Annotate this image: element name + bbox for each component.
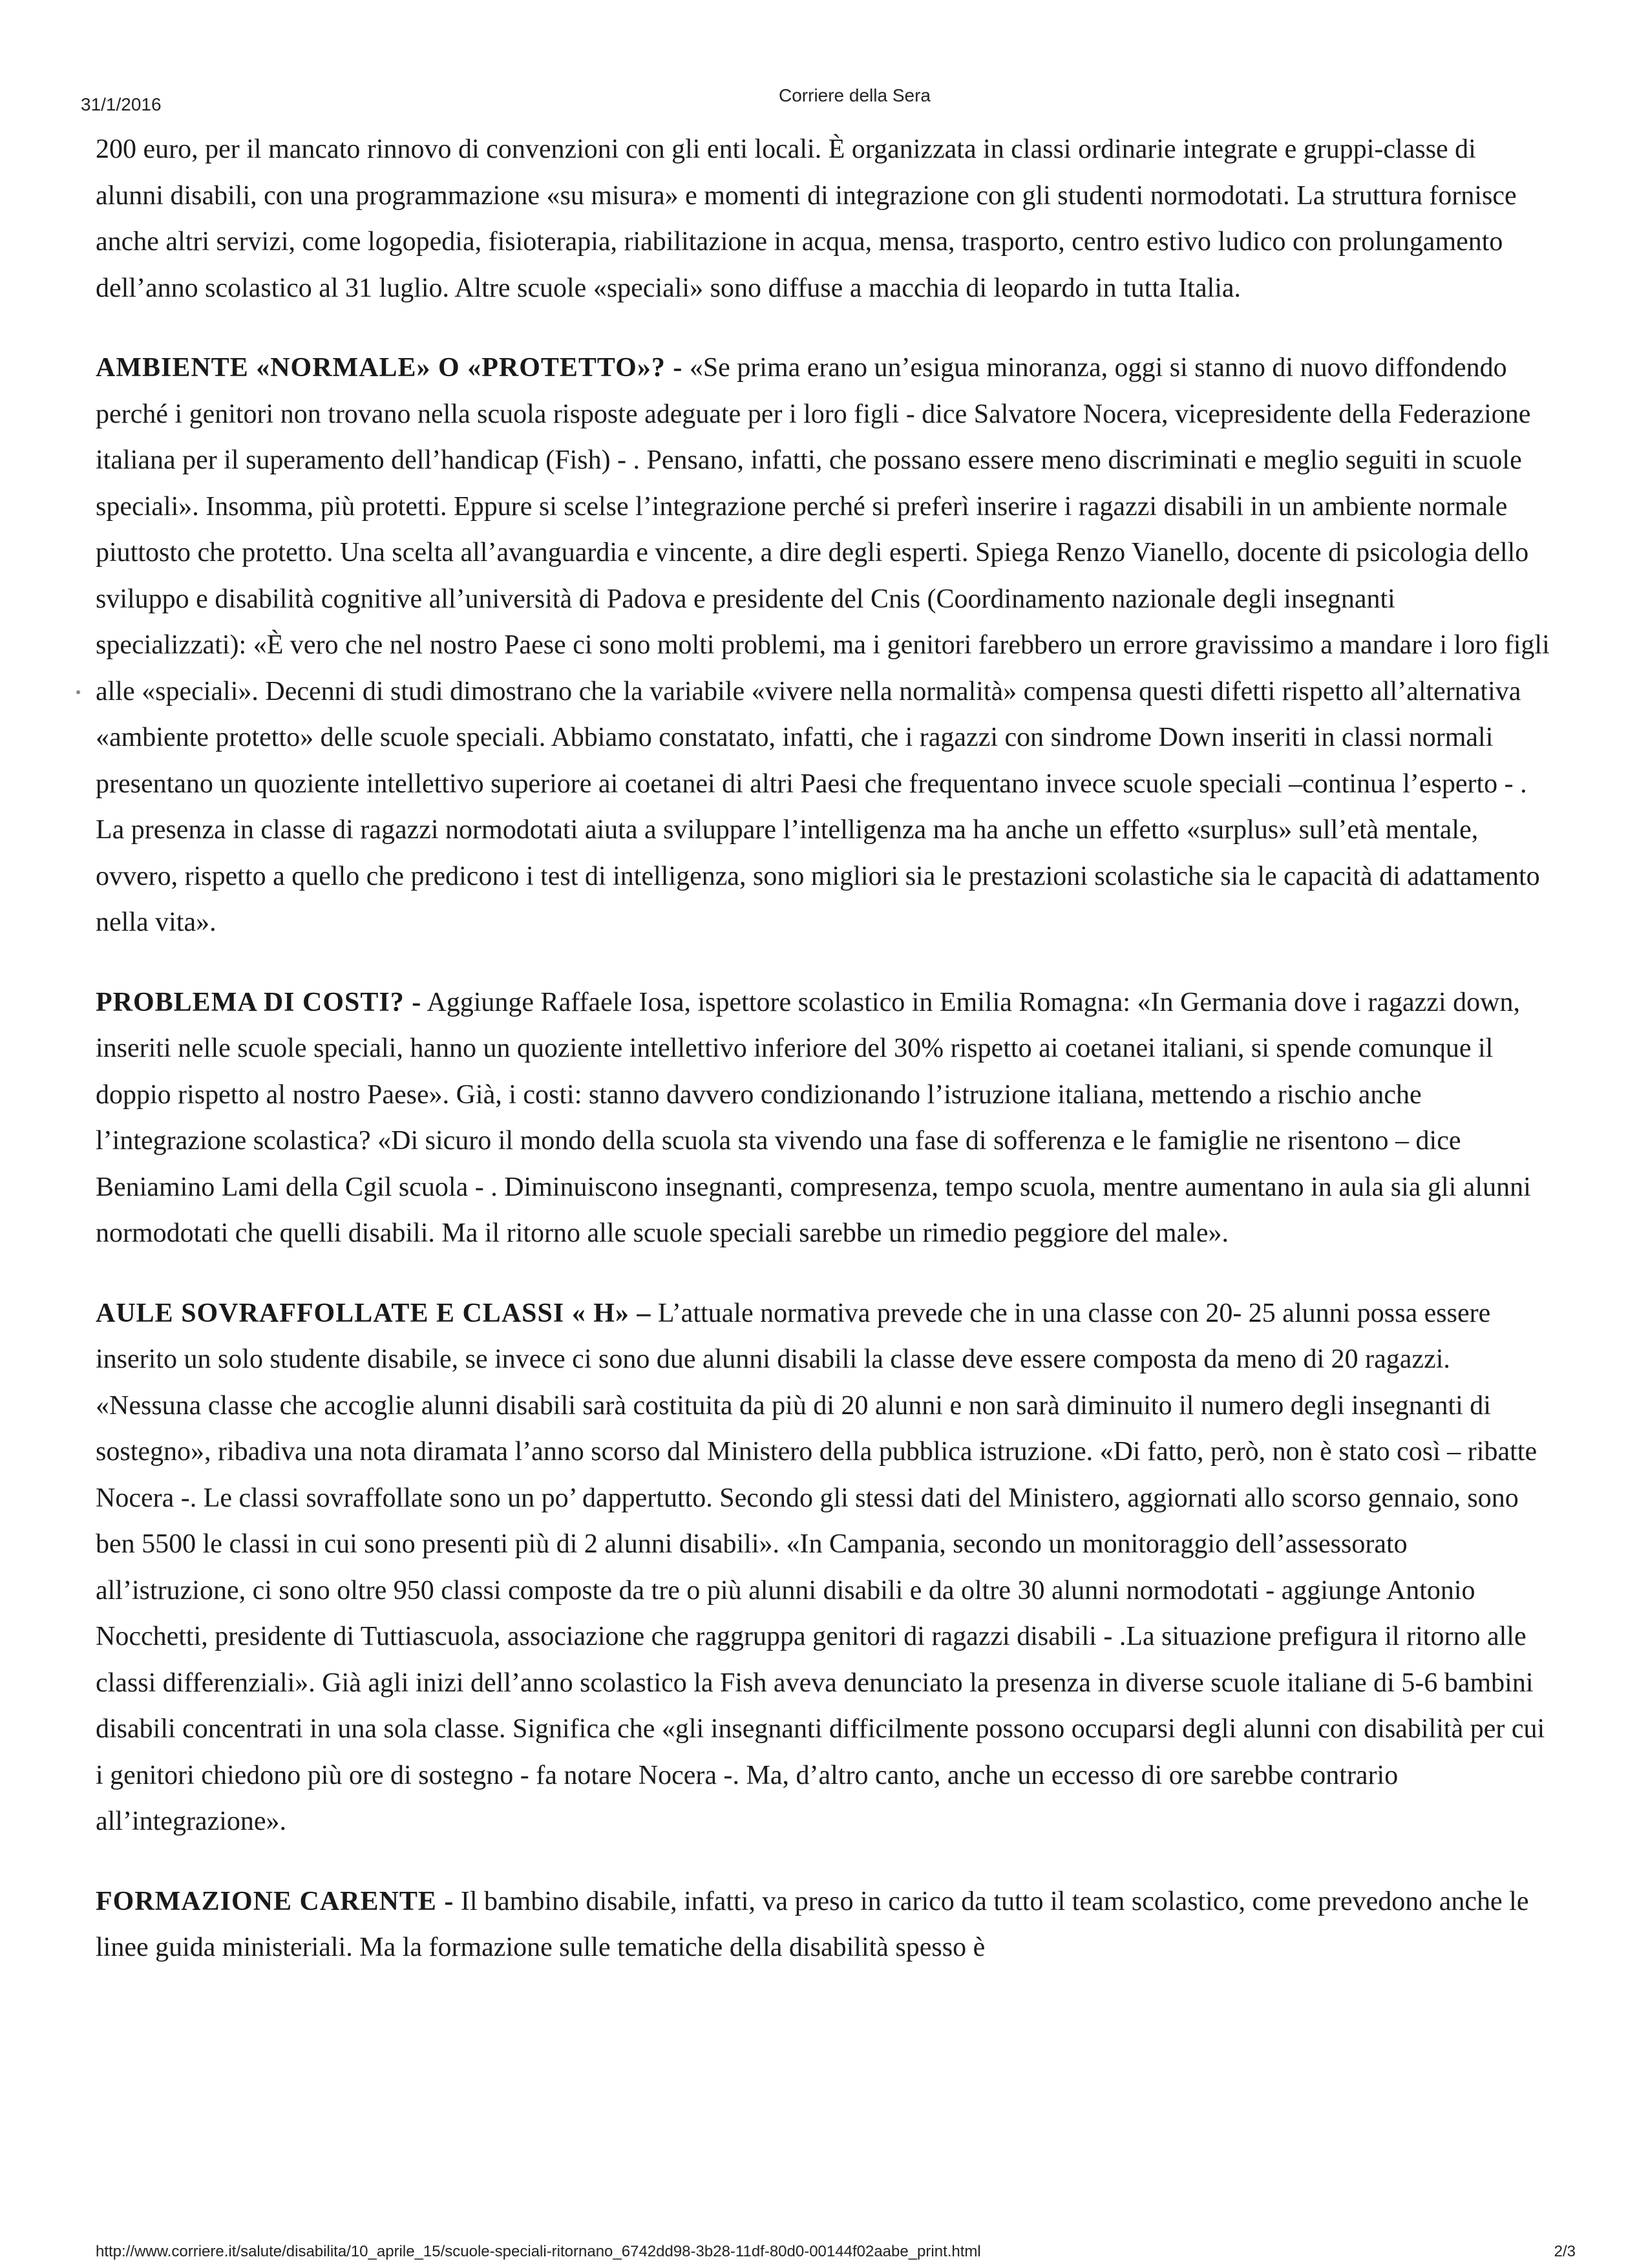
- paragraph-formazione: [96, 1879, 1550, 1971]
- article-body: [96, 127, 1550, 2005]
- print-source-title: Corriere della Sera: [779, 85, 931, 105]
- paragraph-ambiente: [96, 345, 1550, 946]
- section-heading: AMBIENTE «NORMALE» O «PROTETTO»? -: [96, 353, 683, 383]
- print-footer: [96, 2243, 1576, 2261]
- paragraph-text: Aggiunge Raffaele Iosa, ispettore scolastico in Emilia Romagna: «In Germania dove i ragazzi down, inseriti nelle scuole speciali, hanno un quoziente intellettivo inferiore del 30% rispetto ai coetanei italiani, si spende comunque il doppio rispetto al nostro Paese». Già, i costi: stanno davvero condizionando l’istruzione italiana, mettendo a rischio anche l’integrazione scolastica? «Di sicuro il mondo della scuola sta vivendo una fase di sofferenza e le famiglie ne risentono – dice Beniamino Lami della Cgil scuola - . Diminuiscono insegnanti, compresenza, tempo scuola, mentre aumentano in aula sia gli alunni normodotati che quelli disabili. Ma il ritorno alle scuole speciali sarebbe un rimedio peggiore del male».: [96, 987, 1531, 1248]
- section-heading: PROBLEMA DI COSTI? -: [96, 987, 422, 1017]
- scan-speck: [76, 690, 80, 694]
- paragraph-text: L’attuale normativa prevede che in una classe con 20- 25 alunni possa essere inserito un solo studente disabile, se invece ci sono due alunni disabili la classe deve essere composta da meno di 20 ragazzi. «Nessuna classe che accoglie alunni disabili sarà costituita da più di 20 alunni e non sarà diminuito il numero degli insegnanti di sostegno», ribadiva una nota diramata l’anno scorso dal Ministero della pubblica istruzione. «Di fatto, però, non è stato così – ribatte Nocera -. Le classi sovraffollate sono un po’ dappertutto. Secondo gli stessi dati del Ministero, aggiornati allo scorso gennaio, sono ben 5500 le classi in cui sono presenti più di 2 alunni disabili». «In Campania, secondo un monitoraggio dell’assessorato all’istruzione, ci sono oltre 950 classi composte da tre o più alunni disabili e da oltre 30 alunni normodotati - aggiunge Antonio Nocchetti, presidente di Tuttiascuola, associazione che raggruppa genitori di ragazzi disabili - .La situazione prefigura il ritorno alle classi differenziali». Già agli inizi dell’anno scolastico la Fish aveva denunciato la presenza in diverse scuole italiane di 5-6 bambini disabili concentrati in una sola classe. Significa che «gli insegnanti difficilmente possono occuparsi degli alunni con disabilità per cui i genitori chiedono più ore di sostegno - fa notare Nocera -. Ma, d’altro canto, anche un eccesso di ore sarebbe contrario all’integrazione».: [96, 1298, 1545, 1836]
- print-header: [81, 85, 1567, 118]
- section-heading: AULE SOVRAFFOLLATE E CLASSI « H» –: [96, 1298, 651, 1328]
- paragraph-aule: [96, 1291, 1550, 1845]
- page-number: 2/3: [1554, 2243, 1576, 2260]
- print-url: http://www.corriere.it/salute/disabilita/10_aprile_15/scuole-speciali-ritornano_6742dd98-3b28-11df-80d0-00144f02aabe_print.html: [96, 2243, 981, 2260]
- paragraph-text: «Se prima erano un’esigua minoranza, oggi si stanno di nuovo diffondendo perché i genitori non trovano nella scuola risposte adeguate per i loro figli - dice Salvatore Nocera, vicepresidente della Federazione italiana per il superamento dell’handicap (Fish) - . Pensano, infatti, che possano essere meno discriminati e meglio seguiti in scuole speciali». Insomma, più protetti. Eppure si scelse l’integrazione perché si preferì inserire i ragazzi disabili in un ambiente normale piuttosto che protetto. Una scelta all’avanguardia e vincente, a dire degli esperti. Spiega Renzo Vianello, docente di psicologia dello sviluppo e disabilità cognitive all’università di Padova e presidente del Cnis (Coordinamento nazionale degli insegnanti specializzati): «È vero che nel nostro Paese ci sono molti problemi, ma i genitori farebbero un errore gravissimo a mandare i loro figli alle «speciali». Decenni di studi dimostrano che la variabile «vivere nella normalità» compensa questi difetti rispetto all’alternativa «ambiente protetto» delle scuole speciali. Abbiamo constatato, infatti, che i ragazzi con sindrome Down inseriti in classi normali presentano un quoziente intellettivo superiore ai coetanei di altri Paesi che frequentano invece scuole speciali –continua l’esperto - . La presenza in classe di ragazzi normodotati aiuta a sviluppare l’intelligenza ma ha anche un effetto «surplus» sull’età mentale, ovvero, rispetto a quello che predicono i test di intelligenza, sono migliori sia le prestazioni scolastiche sia le capacità di adattamento nella vita».: [96, 353, 1550, 937]
- paragraph-text: 200 euro, per il mancato rinnovo di convenzioni con gli enti locali. È organizzata in classi ordinarie integrate e gruppi-classe di alunni disabili, con una programmazione «su misura» e momenti di integrazione con gli studenti normodotati. La struttura fornisce anche altri servizi, come logopedia, fisioterapia, riabilitazione in acqua, mensa, trasporto, centro estivo ludico con prolungamento dell’anno scolastico al 31 luglio. Altre scuole «speciali» sono diffuse a macchia di leopardo in tutta Italia.: [96, 134, 1517, 303]
- section-heading: FORMAZIONE CARENTE -: [96, 1886, 454, 1916]
- paragraph-text: Il bambino disabile, infatti, va preso in carico da tutto il team scolastico, come prevedono anche le linee guida ministeriali. Ma la formazione sulle tematiche della disabilità spesso è: [96, 1886, 1529, 1962]
- paragraph-intro: [96, 127, 1550, 312]
- paragraph-costi: [96, 980, 1550, 1257]
- print-date: 31/1/2016: [81, 94, 162, 114]
